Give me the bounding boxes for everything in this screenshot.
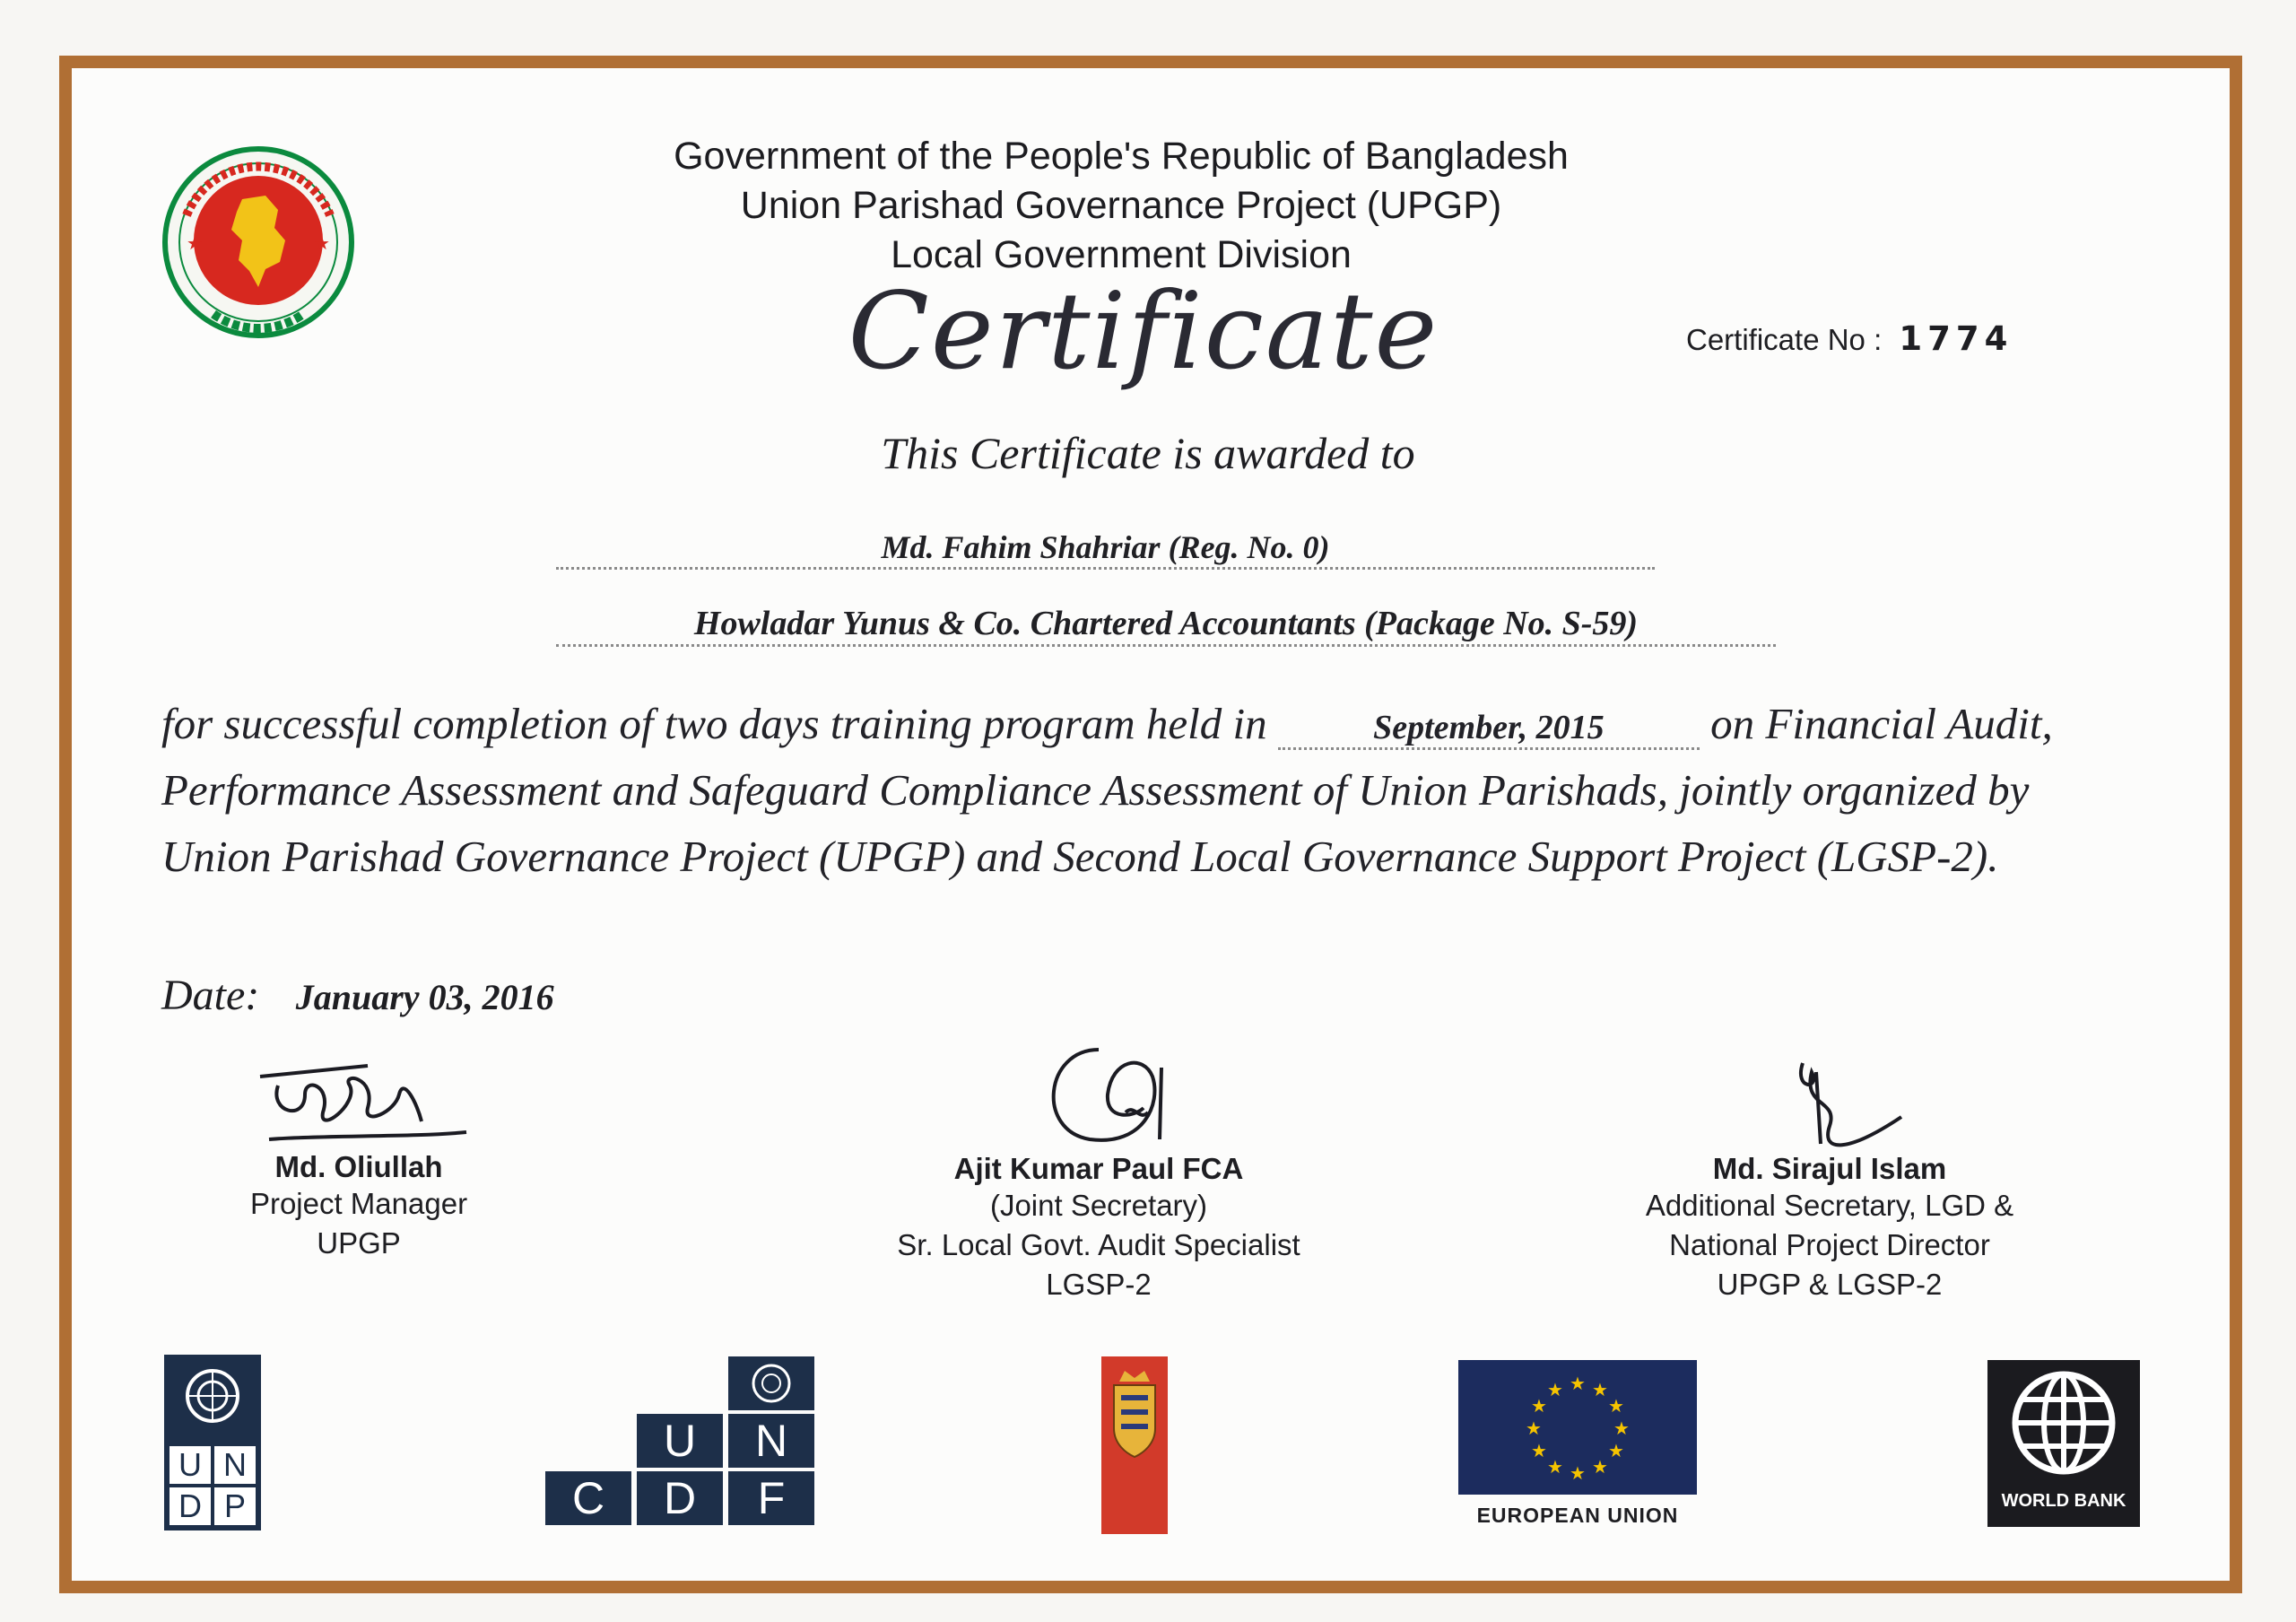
- svg-text:★: ★: [1547, 1379, 1563, 1400]
- certificate-title: Certificate: [848, 269, 1439, 393]
- uncdf-letter-u: U: [637, 1414, 723, 1468]
- svg-text:★: ★: [1531, 1395, 1547, 1417]
- eu-stars-flag-icon: [1458, 1360, 1697, 1495]
- certificate-body: [161, 691, 2148, 890]
- certificate-no-label: Certificate No :: [1686, 323, 1883, 356]
- uncdf-letter-d: D: [637, 1471, 723, 1525]
- signature-oliullah: [251, 1050, 484, 1157]
- certificate-no: [1686, 319, 2013, 358]
- danish-coat-of-arms-icon: [1101, 1365, 1168, 1464]
- svg-text:★: ★: [1570, 1462, 1586, 1484]
- date-value: January 03, 2016: [295, 977, 554, 1017]
- svg-text:★: ★: [1608, 1440, 1624, 1461]
- signatory-3-name: Md. Sirajul Islam: [1712, 1152, 1947, 1185]
- date-row: [161, 971, 554, 1020]
- denmark-crest-logo: [1101, 1356, 1168, 1534]
- uncdf-emblem: [728, 1356, 814, 1410]
- uncdf-letter-n: N: [728, 1414, 814, 1468]
- body-part-1: for successful completion of two days training program held in: [161, 699, 1267, 748]
- undp-letter-n: N: [214, 1446, 256, 1484]
- undp-letter-d: D: [170, 1487, 211, 1525]
- signatory-3-org: UPGP & LGSP-2: [1717, 1268, 1943, 1301]
- svg-text:★: ★: [314, 232, 330, 254]
- held-in-date: September, 2015: [1278, 708, 1700, 750]
- date-label: Date:: [161, 972, 260, 1019]
- signatory-3-role: National Project Director: [1669, 1228, 1990, 1261]
- svg-text:★: ★: [187, 232, 203, 254]
- un-emblem-icon: [728, 1356, 814, 1410]
- un-emblem-icon: [164, 1358, 261, 1439]
- awarded-to-text: This Certificate is awarded to: [881, 428, 1415, 478]
- svg-text:★: ★: [1592, 1456, 1608, 1478]
- header-line-2: Union Parishad Governance Project (UPGP): [740, 184, 1502, 227]
- european-union-logo: [1458, 1360, 1697, 1530]
- certificate-no-value: 1774: [1899, 319, 2013, 358]
- svg-text:★: ★: [1608, 1395, 1624, 1417]
- globe-icon: [1987, 1360, 2140, 1486]
- signatory-1-name: Md. Oliullah: [274, 1150, 443, 1183]
- recipient-name: Md. Fahim Shahriar (Reg. No. 0): [556, 528, 1655, 570]
- world-bank-logo: [1987, 1360, 2140, 1527]
- header-line-1: Government of the People's Republic of Bangladesh: [674, 135, 1569, 178]
- signatory-2: [830, 1152, 1368, 1304]
- signature-ajit-kumar-paul: [1027, 1041, 1188, 1157]
- uncdf-letter-f: F: [728, 1471, 814, 1525]
- signatory-2-title: (Joint Secretary): [989, 1189, 1208, 1222]
- svg-text:★: ★: [1531, 1440, 1547, 1461]
- uncdf-logo: [545, 1356, 816, 1527]
- signatory-2-role: Sr. Local Govt. Audit Specialist: [897, 1228, 1300, 1261]
- signatory-1-org: UPGP: [317, 1226, 401, 1260]
- undp-logo: [164, 1355, 261, 1530]
- svg-text:★: ★: [1547, 1456, 1563, 1478]
- undp-letter-u: U: [170, 1446, 211, 1484]
- world-bank-label: WORLD BANK: [2001, 1491, 2126, 1511]
- header-line-3: Local Government Division: [891, 233, 1352, 276]
- signatory-2-org: LGSP-2: [1046, 1268, 1152, 1301]
- signatory-1: [179, 1150, 538, 1263]
- signatory-2-name: Ajit Kumar Paul FCA: [953, 1152, 1244, 1185]
- signatory-3-title: Additional Secretary, LGD &: [1645, 1189, 2014, 1222]
- uncdf-letter-c: C: [545, 1471, 631, 1525]
- recipient-organization: Howladar Yunus & Co. Chartered Accountants (Package No. S-59): [556, 603, 1776, 647]
- svg-text:★: ★: [1592, 1379, 1608, 1400]
- signatory-1-title: Project Manager: [249, 1187, 468, 1220]
- svg-text:★: ★: [1526, 1417, 1542, 1439]
- undp-letter-p: P: [214, 1487, 256, 1525]
- eu-label: EUROPEAN UNION: [1476, 1504, 1679, 1527]
- body-part-2: on Financial Audit, Performance Assessment and Safeguard Compliance Assessment of Union Parishads, jointly organized by Union Parishad Governance Project (UPGP) and Second Local Governance Support Project (LGSP-2).: [161, 699, 2053, 881]
- svg-text:★: ★: [1613, 1417, 1630, 1439]
- signatory-3: [1578, 1152, 2081, 1304]
- government-seal-icon: [160, 144, 357, 341]
- svg-text:★: ★: [1570, 1373, 1586, 1394]
